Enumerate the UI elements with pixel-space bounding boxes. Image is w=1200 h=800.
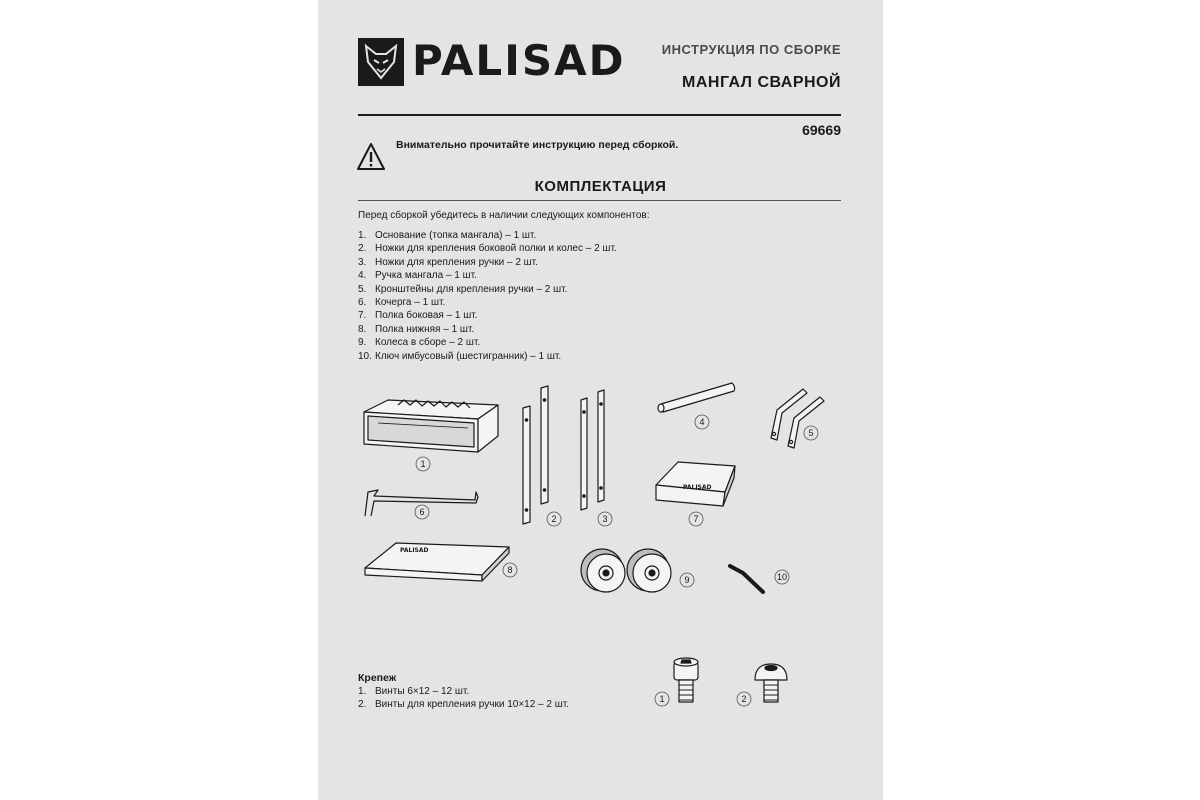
item-text: Колеса в сборе – 2 шт. [375,337,481,349]
handle-legs-drawing [581,390,604,510]
item-text: Ключ имбусовый (шестигранник) – 1 шт. [375,350,562,362]
callout-3: 3 [602,514,608,524]
hex-key-drawing [730,566,763,592]
doc-title: МАНГАЛ СВАРНОЙ [682,74,841,91]
contents-title: КОМПЛЕКТАЦИЯ [534,178,667,195]
brand-logo-text: PALISAD [412,36,626,85]
item-text: Винты для крепления ручки 10×12 – 2 шт. [375,699,570,711]
item-number: 3. [358,256,367,268]
callout-2: 2 [551,514,557,524]
side-legs-drawing [523,386,548,524]
item-number: 7. [358,310,367,322]
item-text: Кронштейны для крепления ручки – 2 шт. [375,283,568,295]
callout-4: 4 [699,417,705,427]
item-text: Полка нижняя – 1 шт. [375,323,475,335]
callout-5: 5 [808,428,814,438]
brazier-base-drawing [364,400,498,452]
warning-text: Внимательно прочитайте инструкцию перед сборкой. [396,139,679,151]
item-number: 8. [358,323,367,335]
callout-6: 6 [419,507,425,517]
fastener-callout-1: 1 [659,694,665,704]
item-text: Ножки для крепления боковой полки и колес – 2 шт. [375,243,617,255]
item-text: Винты 6×12 – 12 шт. [375,686,470,697]
screw-6x12-drawing [674,658,698,702]
doc-type: ИНСТРУКЦИЯ ПО СБОРКЕ [661,42,841,57]
handle-brackets-drawing [771,389,824,448]
fasteners-list [358,685,569,712]
item-text: Кочерга – 1 шт. [375,297,446,309]
wheels-drawing [581,549,671,592]
list-item [358,685,569,698]
bottom-shelf-marking: PALISAD [400,547,429,554]
instruction-sheet [318,0,883,800]
item-number: 2. [358,699,367,711]
list-item [358,698,569,711]
screw-10x12-drawing [755,664,787,702]
item-number: 4. [358,270,367,282]
fasteners-title: Крепеж [358,672,397,684]
callout-10: 10 [776,572,788,582]
item-number: 2. [358,243,367,255]
item-number: 5. [358,283,367,295]
callout-8: 8 [507,565,513,575]
item-number: 9. [358,337,367,349]
item-text: Ножки для крепления ручки – 2 шт. [375,256,538,268]
item-text: Ручка мангала – 1 шт. [375,270,477,282]
item-number: 1. [358,230,367,241]
article-number: 69669 [802,122,841,138]
side-shelf-marking: PALISAD [683,484,712,491]
callout-1: 1 [420,459,426,469]
item-text: Основание (топка мангала) – 1 шт. [375,230,537,241]
callout-7: 7 [693,514,699,524]
parts-illustration [318,0,883,800]
item-text: Полка боковая – 1 шт. [375,310,478,322]
item-number: 1. [358,686,367,697]
callout-9: 9 [684,575,690,585]
item-number: 6. [358,297,367,309]
contents-intro: Перед сборкой убедитесь в наличии следующих компонентов: [358,210,650,221]
bottom-shelf-drawing [365,543,509,581]
item-number: 10. [358,350,372,362]
grill-handle-drawing [658,383,735,412]
fastener-callout-2: 2 [741,694,747,704]
